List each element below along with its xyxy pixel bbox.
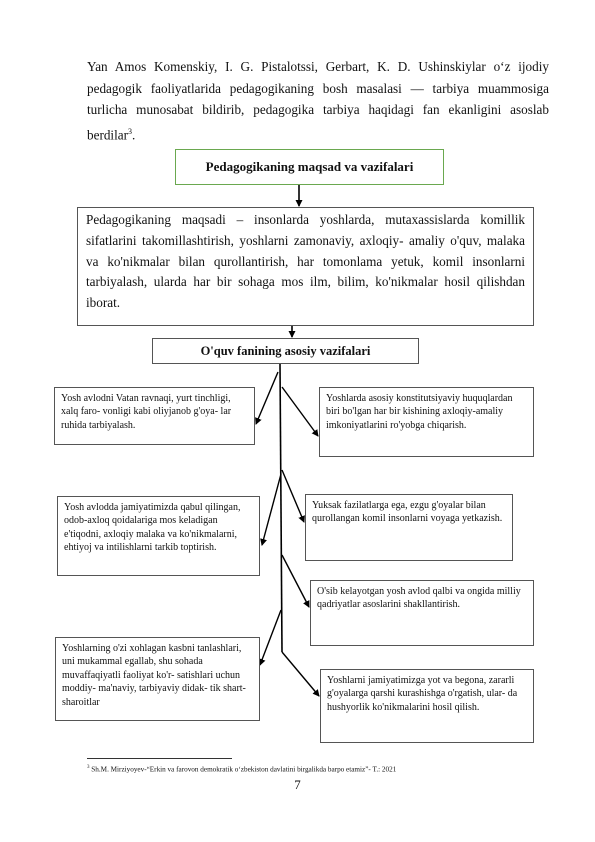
page-number: 7 (294, 777, 301, 792)
task-box-6: Yoshlarning o'zi xohlagan kasbni tanlashlari, uni mukammal egallab, shu sohada muvaffaqiyatli faoliyat ko'r- satishlari uchun moddiy- ma'naviy, tarbiyaviy didak- tik shart-sharoitlar (55, 637, 260, 721)
diagram-title: Pedagogikaning maqsad va vazifalari (175, 149, 444, 185)
task-box-1: Yosh avlodni Vatan ravnaqi, yurt tinchligi, xalq faro- vonligi kabi oliyjanob g'oya- lar ruhida tarbiyalash. (54, 387, 255, 445)
footnote-ref: 3 (128, 126, 133, 136)
footnote-number: 3 (87, 765, 90, 770)
footnote-divider (87, 758, 232, 759)
task-box-7: Yoshlarni jamiyatimizga yot va begona, zararli g'oyalarga qarshi kurashishga o'rgatish, ular- da hushyorlik ko'nikmalarini hosil qilish. (320, 669, 534, 743)
task-box-4: Yuksak fazilatlarga ega, ezgu g'oyalar bilan qurollangan komil insonlarni voyaga yetkazish. (305, 494, 513, 561)
arrow-to-task-6 (260, 610, 281, 665)
tasks-title: O'quv fanining asosiy vazifalari (152, 338, 419, 364)
task-box-3: Yosh avlodda jamiyatimizda qabul qilingan, odob-axloq qoidalariga mos keladigan e'tiqodni, axloqiy malaka va ko'nikmalarni, ehtiyoj va intilishlarni tarkib toptirish. (57, 496, 260, 576)
spine-line (280, 364, 282, 652)
arrow-to-task-2 (282, 387, 318, 436)
footnote (87, 765, 396, 773)
arrow-to-task-5 (282, 555, 309, 607)
footnote-text: Sh.M. Mirziyoyev-“Erkin va farovon demokratik o‘zbekiston davlatini birgalikda barpo etamiz”- T.: 2021 (89, 765, 397, 774)
task-box-2: Yoshlarda asosiy konstitutsiyaviy huquqlardan biri bo'lgan har bir kishining axloqiy-amaliy imkoniyatlarini ro'yobga chiqarish. (319, 387, 534, 457)
arrow-to-task-1 (256, 372, 278, 424)
arrow-to-task-3 (262, 474, 281, 545)
arrow-to-task-7 (282, 652, 319, 696)
arrow-to-task-4 (282, 470, 304, 522)
intro-text: Yan Amos Komenskiy, I. G. Pistalotssi, Gerbart, K. D. Ushinskiylar o‘z ijodiy pedagogik faoliyatlarida pedagogikaning bosh masalasi — tarbiya muammosiga turlicha munosabat bildirib, pedagogika tarbiya haqidagi fan ekanligini asoslab berdilar (87, 59, 549, 142)
goal-box: Pedagogikaning maqsadi – insonlarda yoshlarda, mutaxassislarda komillik sifatlarini takomillashtirish, yoshlarni zamonaviy, axloqiy- amaliy o'quv, malaka va ko'nikmalar bilan qurollantirish, har tomonlama yetuk, komil insonlarni tarbiyalash, ularda har bir sohaga mos ilm, bilim, ko'nikmalar hosil qilishdan iborat. (77, 207, 534, 326)
intro-end: . (132, 126, 136, 142)
task-box-5: O'sib kelayotgan yosh avlod qalbi va ongida milliy qadriyatlar asoslarini shakllantirish. (310, 580, 534, 646)
